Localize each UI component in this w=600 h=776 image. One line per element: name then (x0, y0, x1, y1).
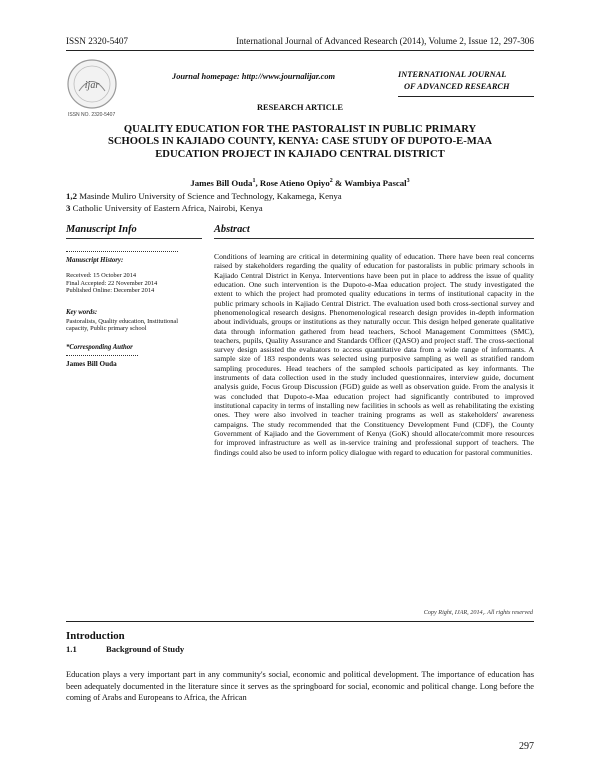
manuscript-info (66, 224, 202, 368)
introduction-text: Education plays a very important part in any community's social, economic and political development. The importance of education has been adequately documented in the literature since it serves as the springboard for social, economic and political change. Long before the coming of Arabs and Europeans to Africa, the African (66, 670, 534, 703)
subsection-heading (66, 644, 184, 654)
journal-name-line: OF ADVANCED RESEARCH (404, 82, 510, 91)
title-line: QUALITY EDUCATION FOR THE PASTORALIST IN PUBLIC PRIMARY (123, 124, 477, 135)
page-number: 297 (519, 741, 534, 752)
keywords: Pastoralists, Quality education, Institutional capacity, Public primary school (66, 317, 178, 333)
history-item: Received: 15 October 2014 (66, 272, 137, 279)
author-list (0, 178, 600, 188)
abstract-heading-rule (214, 238, 534, 239)
title-line: SCHOOLS IN KAJIADO COUNTY, KENYA: CASE STUDY OF DUPOTO-E-MAA (107, 136, 493, 148)
manuscript-history-title: Manuscript History: (66, 257, 124, 264)
section-rule (66, 621, 534, 622)
author-name: Rose Atieno Opiyo (259, 178, 330, 188)
article-type: RESEARCH ARTICLE (256, 103, 344, 112)
header-journal-citation: International Journal of Advanced Research (2014), Volume 2, Issue 12, 297-306 (236, 36, 534, 46)
journal-name (398, 69, 534, 93)
affiliation-text: Masinde Muliro University of Science and Technology, Kakamega, Kenya (77, 191, 342, 201)
abstract-heading: Abstract (214, 224, 250, 235)
subsection-number: 1.1 (66, 644, 77, 654)
author-sup: 2 (329, 178, 333, 185)
dotted-separator (66, 355, 138, 356)
logo-text: ijar (84, 80, 100, 91)
affiliation-number: 1,2 (66, 191, 77, 201)
author-name: James Bill Ouda (190, 178, 253, 188)
author-separator: , (255, 178, 260, 188)
journal-name-line: INTERNATIONAL JOURNAL (398, 70, 507, 79)
corresponding-author-name: James Bill Ouda (66, 359, 117, 368)
copyright: Copy Right, IJAR, 2014,. All rights reserved (423, 609, 533, 616)
dotted-separator (66, 251, 178, 252)
author-name: Wambiya Pascal (344, 178, 407, 188)
affiliation-text: Catholic University of Eastern Africa, Nairobi, Kenya (70, 203, 263, 213)
manuscript-heading-rule (66, 238, 202, 239)
history-item: Published Online: December 2014 (66, 287, 155, 295)
corresponding-author-title: *Corresponding Author (66, 343, 133, 351)
logo-issn: ISSN NO. 2320-5407 (68, 112, 116, 118)
title-line: EDUCATION PROJECT IN KAJIADO CENTRAL DISTRICT (155, 148, 445, 160)
abstract-text: Conditions of learning are critical in determining quality of education. There have been real concerns raised by stakeholders regarding the quality of education for pastoralists in public primary schools in Kajiado Central District in Kenya. Interventions have been put in place to address the issue of quality education. One such intervention is the Dupoto-e-Maa education project. The study investigated the extent to which the project had promoted quality educations in terms of institutional capacity in the public primary schools in Kajiado Central District. The evaluation used both cross-sectional survey and phenomenological research designs. Phenomenological research design provides in-depth information about individuals, groups or institutions as they naturally occur. This design helped generate qualitative data through information gathered from head teachers, School Management Committees (SMC), teachers, pupils, Quality Assurance and Standards Officer (QASO) and project staff. The cross-sectional survey design assisted the evaluators to access quantitative data from a wide range of informants. A sample size of 183 respondents was selected using purposive sampling as well as stratified random sampling procedures. Head teachers of the sampled schools participated as key informants. The instruments of data collection used in the study included questionnaires, interview guide, document analysis guide, Focus Group Discussion (FGD) guide as well as observation guide. From the analysis it was concluded that Dupoto-e-Maa education project had significantly contributed to improved institutional capacity in terms of installing new facilities in schools as well as rehabilitating the existing ones. They were also involved in teacher training programs as well as stakeholders' awareness campaigns. The study recommended that the Constituency Development Fund (CDF), the County Government of Kajiado and the Government of Kenya (GoK) should allocate/commit more resources for improved infrastructure as well as in-service training and professional support of teachers. The findings could also be used to inform policy dialogue with regard to education for pastoral communities. (214, 252, 534, 457)
affiliation-number: 3 (66, 203, 71, 213)
paper-title (96, 124, 504, 161)
affiliation (66, 191, 342, 202)
author-separator: & (332, 178, 345, 188)
author-sup: 1 (252, 178, 256, 185)
header-rule (66, 50, 534, 51)
running-header (66, 36, 534, 46)
subsection-title: Background of Study (106, 644, 185, 654)
manuscript-info-heading: Manuscript Info (66, 224, 137, 235)
affiliation (66, 203, 263, 214)
author-sup: 3 (406, 178, 410, 185)
header-issn: ISSN 2320-5407 (66, 36, 129, 46)
manuscript-history (66, 272, 202, 295)
keywords-title: Key words: (66, 308, 98, 316)
introduction-heading: Introduction (66, 630, 125, 642)
abstract-header (214, 224, 534, 239)
history-item: Final Accepted: 22 November 2014 (66, 279, 158, 287)
journal-homepage: Journal homepage: http://www.journalijar.com (172, 72, 336, 81)
journal-name-rule (398, 96, 534, 97)
